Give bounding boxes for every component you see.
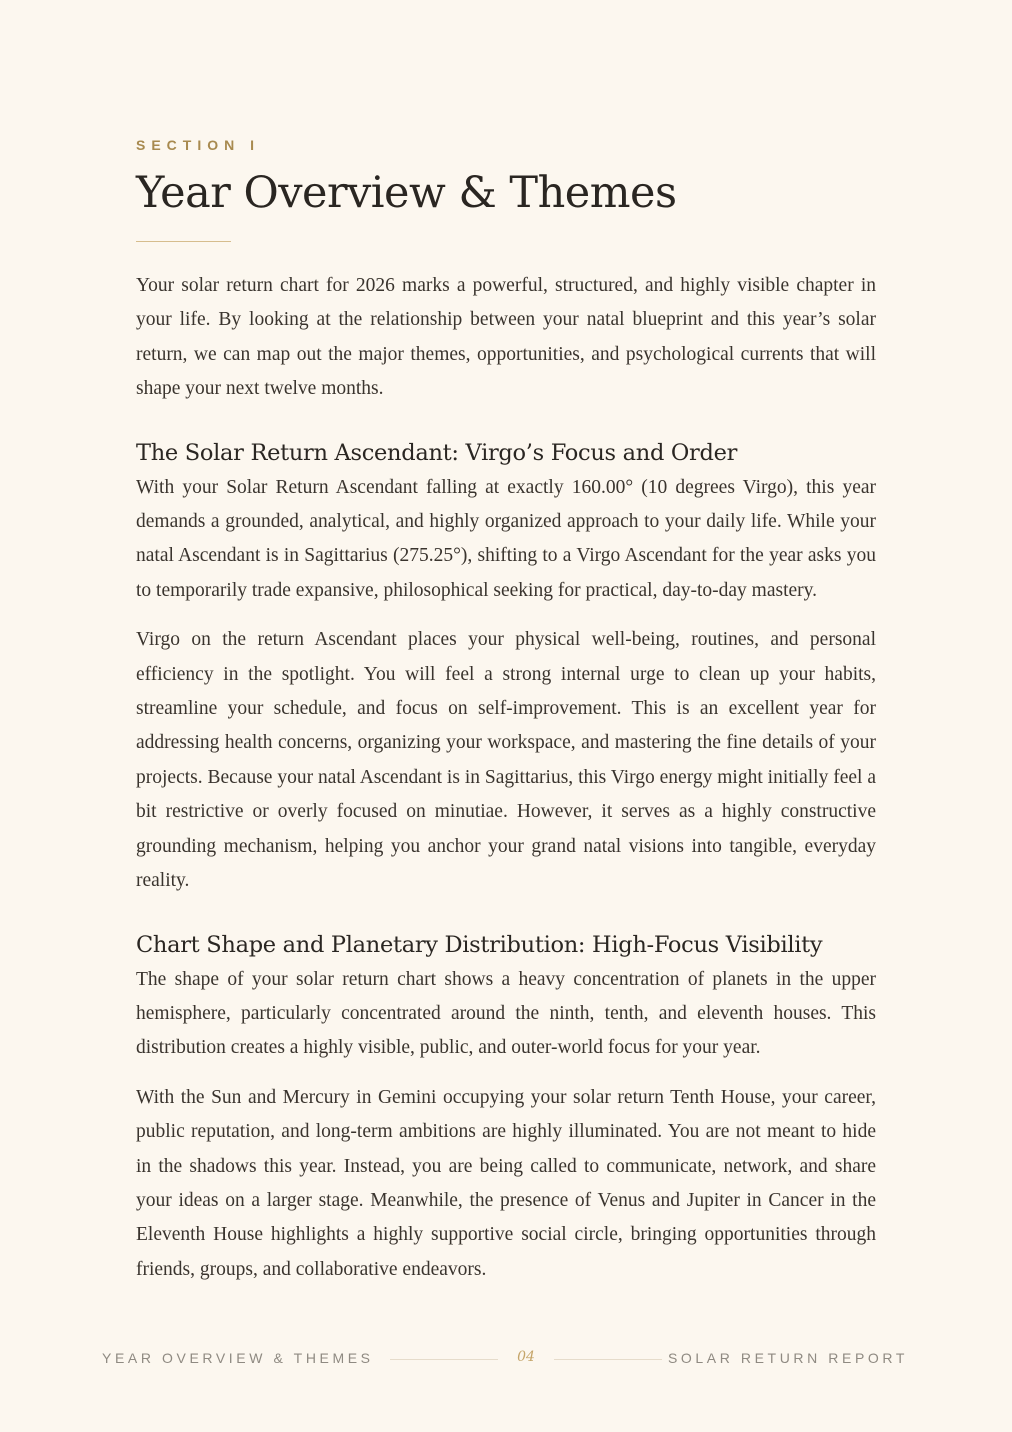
paragraph: Virgo on the return Ascendant places your physical well-being, routines, and personal efficiency in the spotlight. You will feel a strong internal urge to clean up your habits, streamline your schedule, and focus on self-improvement. This is an excellent year for addressing health concerns, organizing your workspace, and mastering the fine details of your projects. Because your natal Ascendant is in Sagittarius, this Virgo energy might initially feel a bit restrictive or overly focused on minutiae. However, it serves as a highly constructive grounding mechanism, helping you anchor your grand natal visions into tangible, everyday reality. [136,629,876,892]
subsection-heading-chart-shape: Chart Shape and Planetary Distribution: High-Focus Visibility [136,931,823,958]
paragraph: With your Solar Return Ascendant falling at exactly 160.00° (10 degrees Virgo), this year demands a grounded, analytical, and highly organized approach to your daily life. While your natal Ascendant is in Sagittarius (275.25°), shifting to a Virgo Ascendant for the year asks you to temporarily trade expansive, philosophical seeking for practical, day-to-day mastery. [136,476,876,601]
footer-report-title: SOLAR RETURN REPORT [667,1350,908,1366]
page-title: Year Overview & Themes [136,168,677,218]
footer-section-title: YEAR OVERVIEW & THEMES [102,1350,374,1366]
title-divider [136,241,231,242]
paragraph: The shape of your solar return chart shows a heavy concentration of planets in the upper hemisphere, particularly concentrated around the ninth, tenth, and eleventh houses. This distribution creates a highly visible, public, and outer-world focus for your year. [136,968,876,1059]
footer-divider-left [390,1359,498,1360]
page-footer [102,1348,908,1370]
paragraph: With the Sun and Mercury in Gemini occupying your solar return Tenth House, your career, public reputation, and long-term ambitions are highly illuminated. You are not meant to hide in the shadows this year. Instead, you are being called to communicate, network, and share your ideas on a larger stage. Meanwhile, the presence of Venus and Jupiter in Cancer in the Eleventh House highlights a highly supportive social circle, bringing opportunities through friends, groups, and collaborative endeavors. [136,1086,876,1280]
intro-paragraph: Your solar return chart for 2026 marks a powerful, structured, and highly visible chapter in your life. By looking at the relationship between your natal blueprint and this year’s solar return, we can map out the major themes, opportunities, and psychological currents that will shape your next twelve months. [136,275,876,400]
page-number: 04 [517,1349,535,1365]
article-body [136,269,876,1302]
subsection-heading-ascendant: The Solar Return Ascendant: Virgo’s Focus and Order [136,439,738,466]
section-label: SECTION I [136,137,261,153]
footer-divider-right [554,1359,662,1360]
